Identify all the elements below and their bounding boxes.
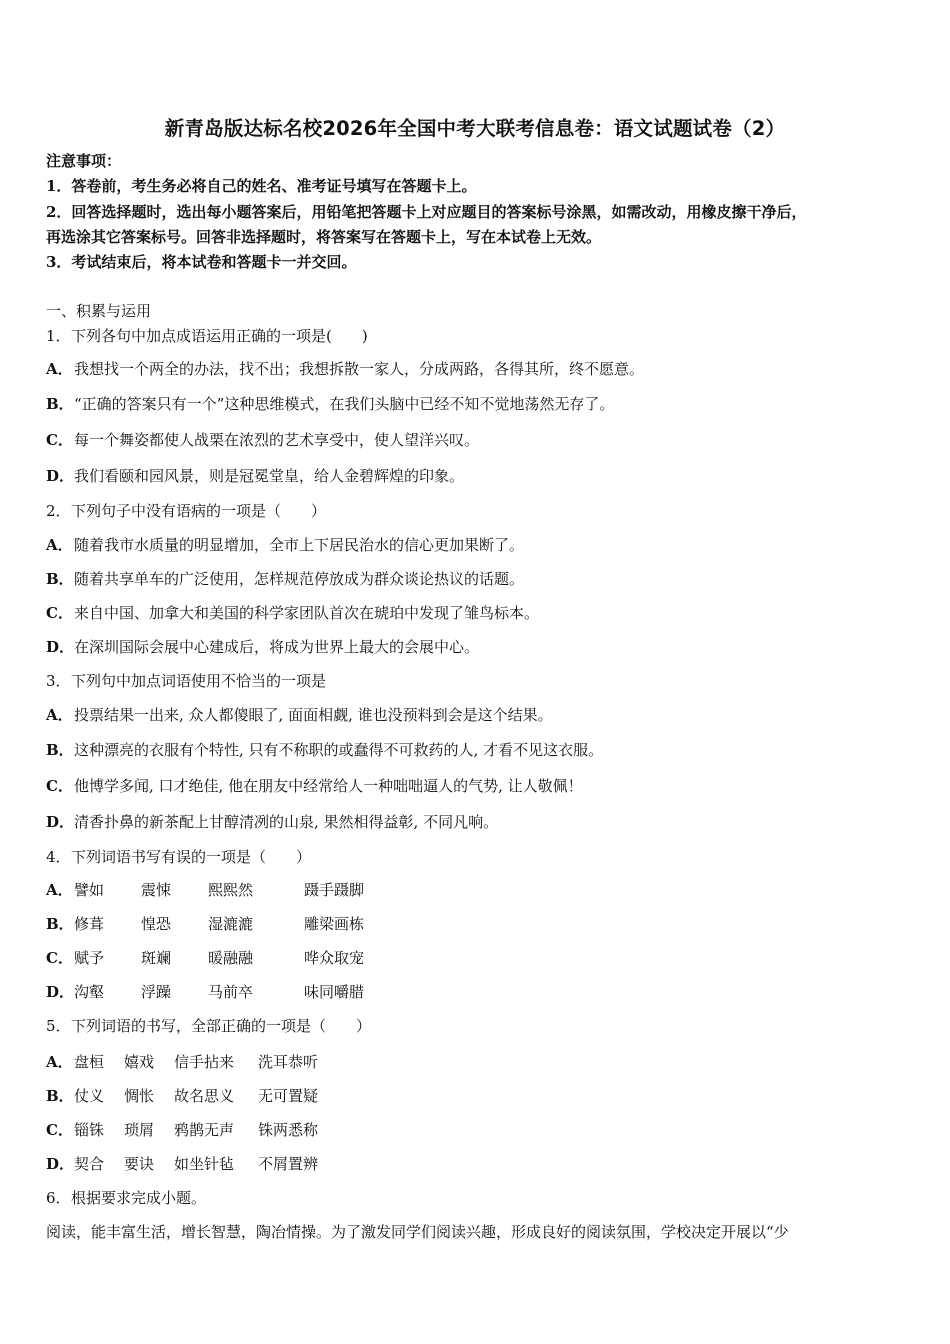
option-label: C． (46, 949, 73, 967)
word: 琐屑 (124, 1121, 155, 1139)
word: 哗众取宠 (304, 949, 365, 967)
question-3-stem (46, 671, 326, 691)
word: 不屑置辨 (258, 1155, 319, 1173)
option-text: 我们看颐和园风景，则是冠冕堂皇，给人金碧辉煌的印象。 (74, 467, 465, 485)
word: 铢两悉称 (258, 1121, 319, 1139)
word: 蹑手蹑脚 (304, 881, 365, 899)
option-text: 来自中国、加拿大和美国的科学家团队首次在琥珀中发现了雏鸟标本。 (74, 604, 540, 622)
section-heading: 一、积累与运用 (46, 302, 152, 320)
question-5-option-d[interactable] (46, 1154, 342, 1174)
option-label: B． (46, 741, 74, 759)
question-5-stem (46, 1016, 371, 1036)
option-text: 他博学多闻, 口才绝佳, 他在朋友中经常给人一种咄咄逼人的气势, 让人敬佩！ (74, 777, 583, 795)
question-1-option-b[interactable] (46, 394, 614, 414)
question-4-stem (46, 847, 311, 867)
question-number: 6． (46, 1189, 71, 1207)
question-text: 下列句中加点词语使用不恰当的一项是 (71, 672, 327, 690)
question-4-option-b[interactable] (46, 914, 400, 934)
notice-item-1: 1．答卷前，考生务必将自己的姓名、准考证号填写在答题卡上。 (46, 177, 477, 195)
option-label: C． (46, 1121, 73, 1139)
question-4-option-a[interactable] (46, 880, 400, 900)
question-4-option-d[interactable] (46, 982, 400, 1002)
question-text: 下列句子中没有语病的一项是（ ） (71, 502, 327, 520)
option-text: 这种漂亮的衣服有个特性, 只有不称职的或蠢得不可救药的人, 才看不见这衣服。 (74, 741, 604, 759)
question-2-option-d[interactable] (46, 637, 479, 657)
option-label: D． (46, 638, 75, 656)
question-2-option-c[interactable] (46, 603, 539, 623)
word: 无可置疑 (258, 1087, 319, 1105)
word: 契合 (74, 1155, 105, 1173)
option-text: 在深圳国际会展中心建成后，将成为世界上最大的会展中心。 (74, 638, 480, 656)
option-label: A． (46, 360, 73, 378)
word: 斑斓 (141, 949, 172, 967)
question-1-stem (46, 326, 368, 346)
word: 熙熙然 (208, 881, 254, 899)
word: 赋予 (74, 949, 105, 967)
question-1-option-a[interactable] (46, 359, 644, 379)
question-5-option-b[interactable] (46, 1086, 342, 1106)
question-3-option-c[interactable] (46, 776, 583, 796)
question-2-option-b[interactable] (46, 569, 524, 589)
question-3-option-a[interactable] (46, 705, 553, 725)
word: 马前卒 (208, 983, 254, 1001)
word: 惶恐 (141, 915, 172, 933)
word: 仗义 (74, 1087, 105, 1105)
question-number: 2． (46, 502, 71, 520)
option-label: A． (46, 706, 73, 724)
notice-item-2-line-2: 再选涂其它答案标号。回答非选择题时，将答案写在答题卡上，写在本试卷上无效。 (46, 228, 602, 246)
question-3-option-b[interactable] (46, 740, 603, 760)
question-text: 根据要求完成小题。 (71, 1189, 207, 1207)
question-6-passage: 阅读，能丰富生活，增长智慧，陶冶情操。为了激发同学们阅读兴趣，形成良好的阅读氛围，学校决定开展以“少 (46, 1223, 789, 1241)
option-text: 清香扑鼻的新茶配上甘醇清冽的山泉, 果然相得益彰, 不同凡响。 (74, 813, 499, 831)
word: 震悚 (141, 881, 172, 899)
notice-item-3: 3．考试结束后，将本试卷和答题卡一并交回。 (46, 253, 357, 271)
word: 味同嚼腊 (304, 983, 365, 1001)
word: 惆怅 (124, 1087, 155, 1105)
word: 锱铢 (74, 1121, 105, 1139)
option-text: 我想找一个两全的办法，找不出；我想拆散一家人，分成两路，各得其所，终不愿意。 (74, 360, 645, 378)
word: 要诀 (124, 1155, 155, 1173)
word: 浮躁 (141, 983, 172, 1001)
question-6-stem (46, 1188, 206, 1208)
question-number: 4． (46, 848, 71, 866)
option-label: C． (46, 777, 73, 795)
question-5-option-c[interactable] (46, 1120, 342, 1140)
question-2-option-a[interactable] (46, 535, 524, 555)
word: 暖融融 (208, 949, 254, 967)
question-number: 3． (46, 672, 71, 690)
option-label: B． (46, 915, 74, 933)
option-label: B． (46, 570, 74, 588)
question-text: 下列各句中加点成语运用正确的一项是( ) (71, 327, 368, 345)
option-text: 投票结果一出来, 众人都傻眼了, 面面相觑, 谁也没预料到会是这个结果。 (74, 706, 553, 724)
word: 湿漉漉 (208, 915, 254, 933)
word: 洗耳恭听 (258, 1053, 319, 1071)
question-number: 1． (46, 327, 71, 345)
word: 信手拈来 (174, 1053, 235, 1071)
question-5-option-a[interactable] (46, 1052, 342, 1072)
question-1-option-d[interactable] (46, 466, 464, 486)
question-3-option-d[interactable] (46, 812, 498, 832)
question-1-option-c[interactable] (46, 430, 479, 450)
word: 修葺 (74, 915, 105, 933)
word: 嬉戏 (124, 1053, 155, 1071)
notice-heading: 注意事项： (46, 152, 122, 170)
word: 鸦鹊无声 (174, 1121, 235, 1139)
question-2-stem (46, 501, 326, 521)
word: 如坐针毡 (174, 1155, 235, 1173)
option-text: 随着我市水质量的明显增加，全市上下居民治水的信心更加果断了。 (74, 536, 525, 554)
option-label: D． (46, 983, 75, 1001)
word: 沟壑 (74, 983, 105, 1001)
option-label: D． (46, 467, 75, 485)
option-label: D． (46, 813, 75, 831)
word: 盘桓 (74, 1053, 105, 1071)
option-text: 随着共享单车的广泛使用，怎样规范停放成为群众谈论热议的话题。 (74, 570, 525, 588)
option-label: A． (46, 536, 73, 554)
option-label: C． (46, 431, 73, 449)
question-text: 下列词语书写有误的一项是（ ） (71, 848, 312, 866)
option-text: 每一个舞姿都使人战栗在浓烈的艺术享受中，使人望洋兴叹。 (74, 431, 480, 449)
option-label: B． (46, 395, 74, 413)
option-label: C． (46, 604, 73, 622)
option-label: A． (46, 881, 73, 899)
option-label: D． (46, 1155, 75, 1173)
word: 譬如 (74, 881, 105, 899)
word: 雕梁画栋 (304, 915, 365, 933)
option-label: A． (46, 1053, 73, 1071)
question-4-option-c[interactable] (46, 948, 400, 968)
question-text: 下列词语的书写，全部正确的一项是（ ） (71, 1017, 372, 1035)
notice-item-2-line-1: 2．回答选择题时，选出每小题答案后，用铅笔把答题卡上对应题目的答案标号涂黑，如需改动，用橡皮擦干净后， (46, 203, 807, 221)
word: 故名思义 (174, 1087, 235, 1105)
page-title: 新青岛版达标名校2026年全国中考大联考信息卷：语文试题试卷（2） (164, 117, 786, 140)
option-label: B． (46, 1087, 74, 1105)
question-number: 5． (46, 1017, 71, 1035)
option-text: “正确的答案只有一个”这种思维模式，在我们头脑中已经不知不觉地荡然无存了。 (74, 395, 615, 413)
